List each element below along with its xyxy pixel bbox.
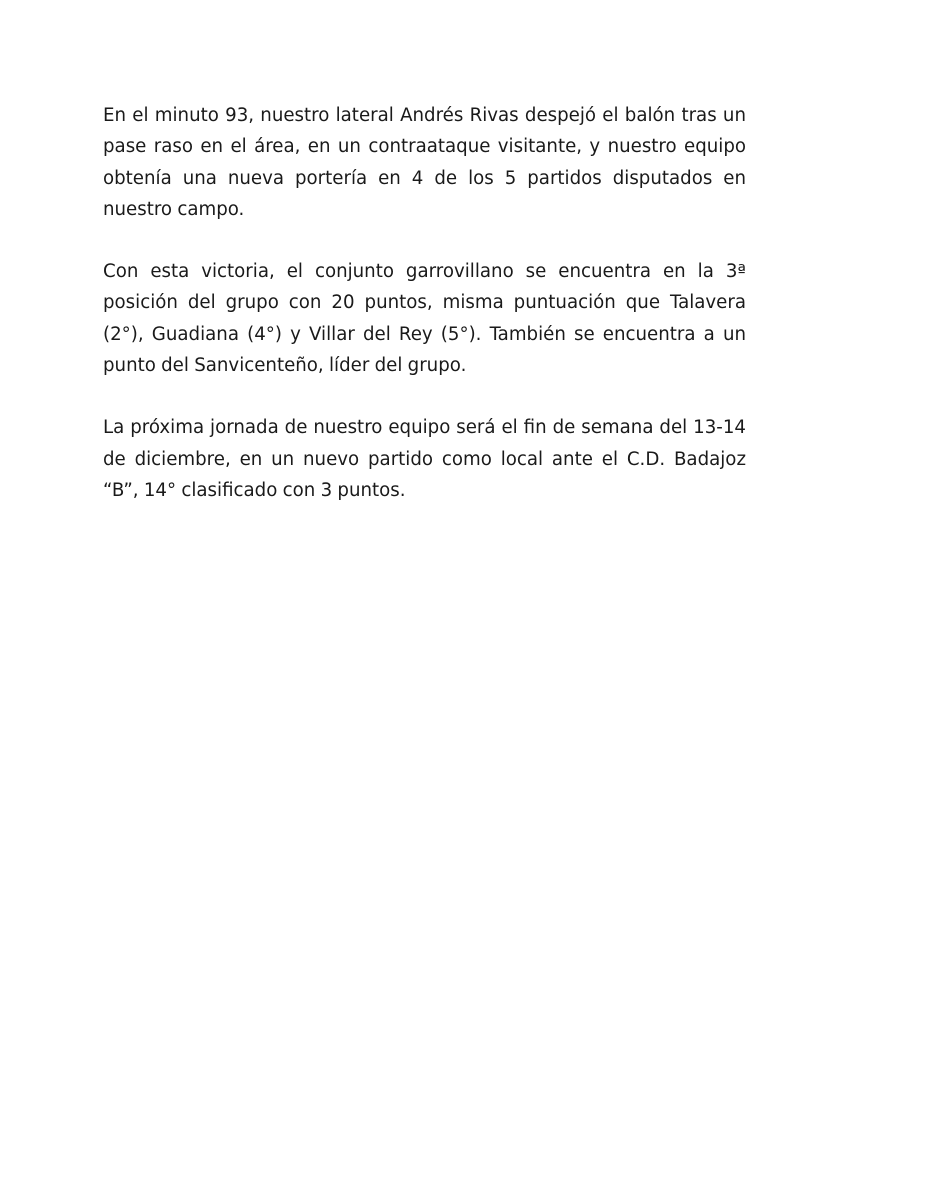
paragraph-next-match: La próxima jornada de nuestro equipo será el fin de semana del 13-14 de diciembre, en un nuevo partido como local ante el C.D. Badajoz “B”, 14° clasificado con 3 puntos. — [103, 417, 746, 501]
paragraph-last-minute-clearance: En el minuto 93, nuestro lateral Andrés Rivas despejó el balón tras un pase raso en el área, en un contraataque visitante, y nuestro equipo obtenía una nueva portería en 4 de los 5 partidos disputados en nuestro campo. — [103, 105, 746, 220]
document-body — [103, 100, 746, 537]
paragraph-league-standing: Con esta victoria, el conjunto garrovillano se encuentra en la 3ª posición del grupo con 20 puntos, misma puntuación que Talavera (2°), Guadiana (4°) y Villar del Rey (5°). También se encuentra a un punto del Sanvicenteño, líder del grupo. — [103, 261, 746, 377]
